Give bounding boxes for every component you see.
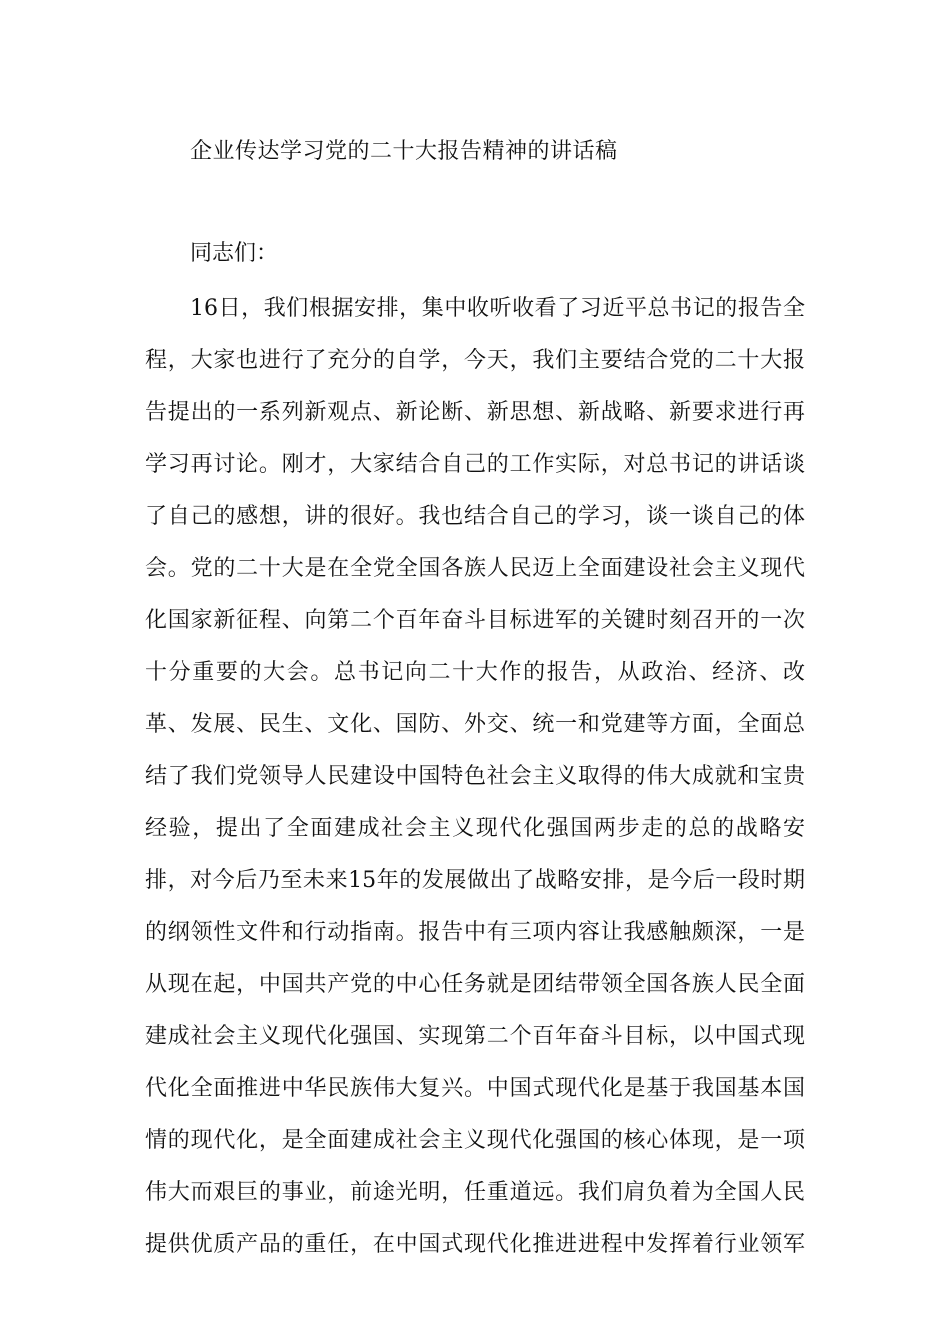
paragraph-line: 十分重要的大会。总书记向二十大作的报告，从政治、经济、改 (145, 660, 805, 685)
paragraph-line: 会。党的二十大是在全党全国各族人民迈上全面建设社会主义现代 (145, 556, 805, 581)
paragraph-line: 的纲领性文件和行动指南。报告中有三项内容让我感触颇深，一是 (145, 920, 805, 945)
paragraph-line: 经验，提出了全面建成社会主义现代化强国两步走的总的战略安 (145, 816, 805, 841)
paragraph-line: 程，大家也进行了充分的自学，今天，我们主要结合党的二十大报 (145, 348, 805, 373)
paragraph-line: 排，对今后乃至未来15年的发展做出了战略安排，是今后一段时期 (145, 868, 805, 893)
paragraph-line: 16日，我们根据安排，集中收听收看了习近平总书记的报告全 (190, 296, 805, 321)
paragraph-line: 伟大而艰巨的事业，前途光明，任重道远。我们肩负着为全国人民 (145, 1180, 805, 1205)
paragraph-line: 代化全面推进中华民族伟大复兴。中国式现代化是基于我国基本国 (145, 1076, 805, 1101)
document-title: 企业传达学习党的二十大报告精神的讲话稿 (190, 139, 618, 164)
paragraph-line: 告提出的一系列新观点、新论断、新思想、新战略、新要求进行再 (145, 400, 805, 425)
paragraph-line: 从现在起，中国共产党的中心任务就是团结带领全国各族人民全面 (145, 972, 805, 997)
paragraph-line: 学习再讨论。刚才，大家结合自己的工作实际，对总书记的讲话谈 (145, 452, 805, 477)
body-paragraph (145, 283, 805, 1271)
paragraph-line: 情的现代化，是全面建成社会主义现代化强国的核心体现，是一项 (145, 1128, 805, 1153)
paragraph-line: 建成社会主义现代化强国、实现第二个百年奋斗目标，以中国式现 (145, 1024, 805, 1049)
salutation: 同志们： (190, 241, 279, 266)
paragraph-line: 革、发展、民生、文化、国防、外交、统一和党建等方面，全面总 (145, 712, 805, 737)
paragraph-line: 化国家新征程、向第二个百年奋斗目标进军的关键时刻召开的一次 (145, 608, 805, 633)
paragraph-line: 结了我们党领导人民建设中国特色社会主义取得的伟大成就和宝贵 (145, 764, 805, 789)
paragraph-line: 提供优质产品的重任，在中国式现代化推进进程中发挥着行业领军 (145, 1232, 805, 1257)
paragraph-line: 了自己的感想，讲的很好。我也结合自己的学习，谈一谈自己的体 (145, 504, 805, 529)
